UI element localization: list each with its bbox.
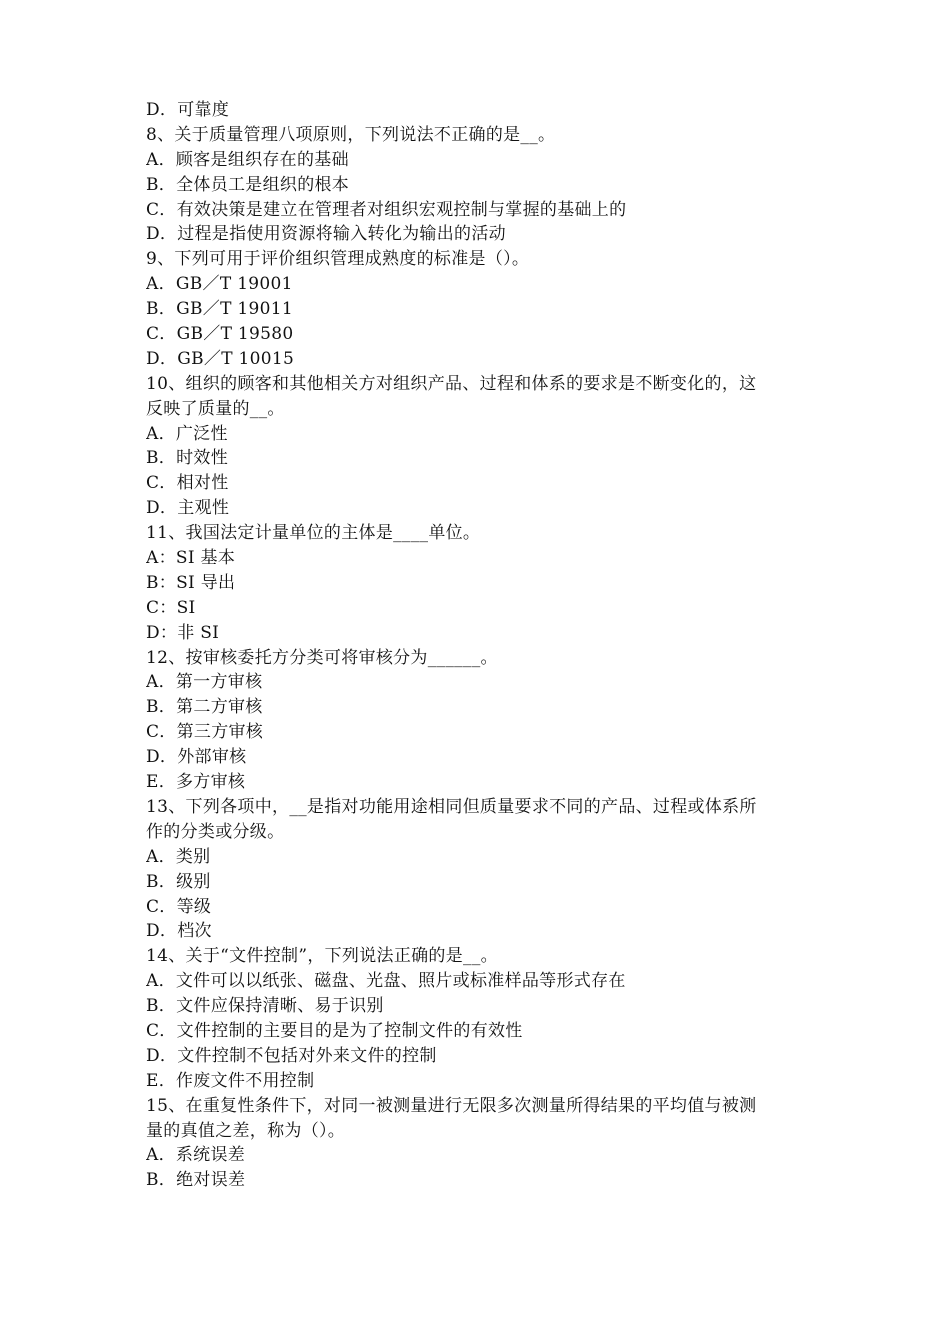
text-line: D．档次 bbox=[146, 921, 212, 942]
text-line: A：SI 基本 bbox=[146, 548, 236, 569]
question-line: 量的真值之差，称为（）。 bbox=[146, 1120, 346, 1141]
text-line: C：SI bbox=[146, 597, 196, 618]
question-line: 12、按审核委托方分类可将审核分为______。 bbox=[146, 647, 498, 668]
text-line: A．系统误差 bbox=[146, 1145, 246, 1166]
text-line: D．GB／T 10015 bbox=[146, 348, 295, 369]
text-line: D．主观性 bbox=[146, 498, 230, 519]
text-line: C．GB／T 19580 bbox=[146, 324, 294, 345]
document-body bbox=[146, 98, 816, 1193]
text-line: A．广泛性 bbox=[146, 423, 228, 444]
text-line: B．第二方审核 bbox=[146, 697, 263, 718]
text-line: B．级别 bbox=[146, 871, 211, 892]
text-line: B．时效性 bbox=[146, 448, 228, 469]
text-line: C．文件控制的主要目的是为了控制文件的有效性 bbox=[146, 1020, 523, 1041]
text-line: A．第一方审核 bbox=[146, 672, 263, 693]
text-line: D．外部审核 bbox=[146, 747, 247, 768]
text-line: D．文件控制不包括对外来文件的控制 bbox=[146, 1045, 437, 1066]
text-line: B．绝对误差 bbox=[146, 1170, 246, 1191]
question-line: 10、组织的顾客和其他相关方对组织产品、过程和体系的要求是不断变化的，这 bbox=[146, 373, 757, 394]
text-line: E．多方审核 bbox=[146, 772, 246, 793]
question-line: 反映了质量的__。 bbox=[146, 398, 285, 419]
question-line: 15、在重复性条件下，对同一被测量进行无限多次测量所得结果的平均值与被测 bbox=[146, 1095, 757, 1116]
question-line: 9、下列可用于评价组织管理成熟度的标准是（）。 bbox=[146, 249, 530, 270]
question-line: 作的分类或分级。 bbox=[146, 821, 285, 842]
text-line: A．顾客是组织存在的基础 bbox=[146, 149, 349, 170]
text-line: D．可靠度 bbox=[146, 100, 230, 120]
text-line: D．过程是指使用资源将输入转化为输出的活动 bbox=[146, 224, 506, 245]
text-line: D：非 SI bbox=[146, 622, 220, 643]
text-line: B．全体员工是组织的根本 bbox=[146, 174, 350, 195]
text-line: C．等级 bbox=[146, 896, 212, 917]
question-line: 8、关于质量管理八项原则，下列说法不正确的是__。 bbox=[146, 124, 556, 145]
text-line: A．GB／T 19001 bbox=[146, 274, 293, 295]
text-line: E．作废文件不用控制 bbox=[146, 1070, 315, 1091]
text-line: C．有效决策是建立在管理者对组织宏观控制与掌握的基础上的 bbox=[146, 199, 627, 220]
question-line: 11、我国法定计量单位的主体是____单位。 bbox=[146, 523, 481, 544]
text-line: C．第三方审核 bbox=[146, 722, 264, 743]
text-line: C．相对性 bbox=[146, 473, 229, 494]
question-line: 14、关于“文件控制”，下列说法正确的是__。 bbox=[146, 946, 498, 967]
text-line: A．类别 bbox=[146, 846, 211, 867]
text-line: A．文件可以以纸张、磁盘、光盘、照片或标准样品等形式存在 bbox=[146, 971, 626, 992]
text-line: B：SI 导出 bbox=[146, 572, 236, 593]
text-line: B．文件应保持清晰、易于识别 bbox=[146, 996, 384, 1017]
question-line: 13、下列各项中，__是指对功能用途相同但质量要求不同的产品、过程或体系所 bbox=[146, 796, 757, 817]
text-line: B．GB／T 19011 bbox=[146, 299, 293, 320]
